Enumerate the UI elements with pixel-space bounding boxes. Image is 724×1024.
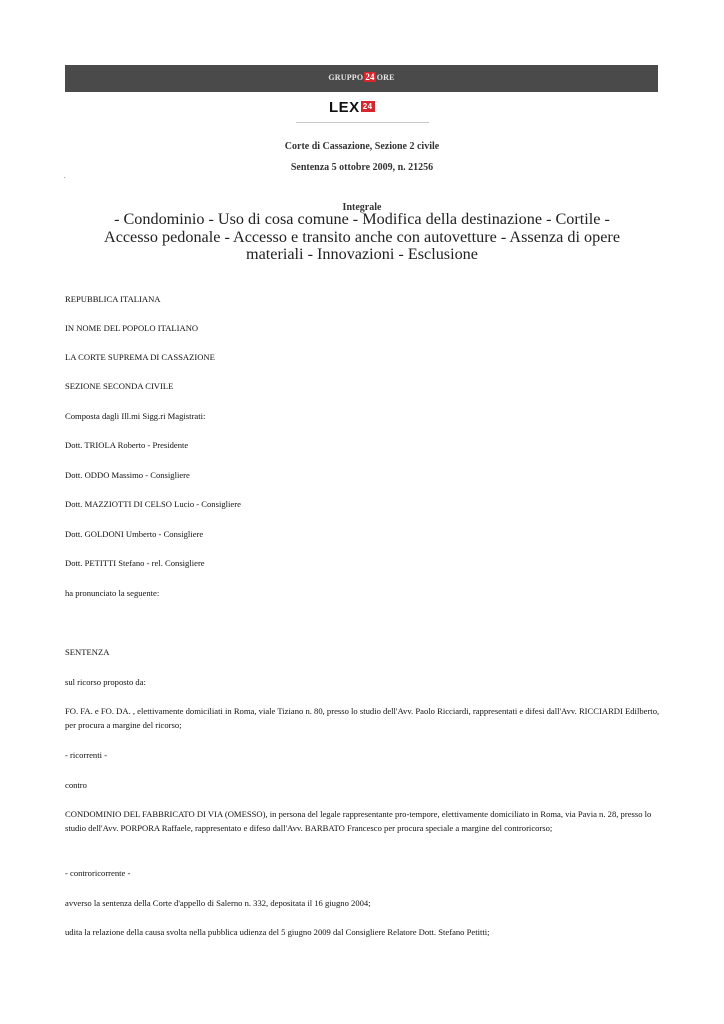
stray-dot: . xyxy=(64,172,66,180)
logo-word-ore: ORE xyxy=(376,72,395,82)
paragraph: contro xyxy=(65,780,87,790)
paragraph: Composta dagli Ill.mi Sigg.ri Magistrati: xyxy=(65,411,206,421)
document-heading: - Condominio - Uso di cosa comune - Modifica della destinazione - Cortile - Accesso pedonale - Accesso e transito anche con autovetture - Assenza di opere materiali - Innovazioni - Esclusione xyxy=(104,210,620,263)
paragraph: avverso la sentenza della Corte d'appello di Salerno n. 332, depositata il 16 giugno 2004; xyxy=(65,898,371,908)
paragraph: Dott. TRIOLA Roberto - Presidente xyxy=(65,440,189,450)
paragraph: IN NOME DEL POPOLO ITALIANO xyxy=(65,323,199,333)
gruppo24ore-logo xyxy=(65,72,658,82)
integrale-label: Integrale xyxy=(342,202,382,213)
logo-word-gruppo: GRUPPO xyxy=(328,72,364,82)
paragraph: SENTENZA xyxy=(65,647,110,657)
paragraph: Dott. MAZZIOTTI DI CELSO Lucio - Consigliere xyxy=(65,499,241,509)
paragraph: ha pronunciato la seguente: xyxy=(65,588,160,598)
paragraph: Dott. GOLDONI Umberto - Consigliere xyxy=(65,529,204,539)
paragraph: LA CORTE SUPREMA DI CASSAZIONE xyxy=(65,352,215,362)
sentence-reference: Sentenza 5 ottobre 2009, n. 21256 xyxy=(290,162,434,173)
paragraph: FO. FA. e FO. DA. , elettivamente domiciliati in Roma, viale Tiziano n. 80, presso lo studio dell'Avv. Paolo Ricciardi, rappresentati e difesi dall'Avv. RICCIARDI Edilberto, per procura a margine del ricorso; xyxy=(65,706,660,730)
publisher-banner xyxy=(65,65,658,92)
paragraph: udita la relazione della causa svolta nella pubblica udienza del 5 giugno 2009 dal Consigliere Relatore Dott. Stefano Petitti; xyxy=(65,927,490,937)
paragraph: CONDOMINIO DEL FABBRICATO DI VIA (OMESSO), in persona del legale rappresentante pro-tempore, elettivamente domiciliato in Roma, via Pavia n. 28, presso lo studio dell'Avv. PORPORA Raffaele, rappresentato e difeso dall'Avv. BARBATO Francesco per procura speciale a margine del controricorso; xyxy=(65,809,652,833)
lex-word: LEX xyxy=(329,99,360,116)
logo-number-24: 24 xyxy=(365,72,375,83)
paragraph: sul ricorso proposto da: xyxy=(65,677,146,687)
paragraph: Dott. ODDO Massimo - Consigliere xyxy=(65,470,190,480)
paragraph: SEZIONE SECONDA CIVILE xyxy=(65,381,174,391)
court-name: Corte di Cassazione, Sezione 2 civile xyxy=(284,141,440,152)
paragraph: REPUBBLICA ITALIANA xyxy=(65,294,161,304)
paragraph: Dott. PETITTI Stefano - rel. Consigliere xyxy=(65,558,205,568)
lex24-logo xyxy=(329,99,375,116)
lex-number-24: 24 xyxy=(362,102,373,111)
paragraph: - ricorrenti - xyxy=(65,750,107,760)
paragraph: - controricorrente - xyxy=(65,868,131,878)
logo-divider xyxy=(296,122,429,123)
